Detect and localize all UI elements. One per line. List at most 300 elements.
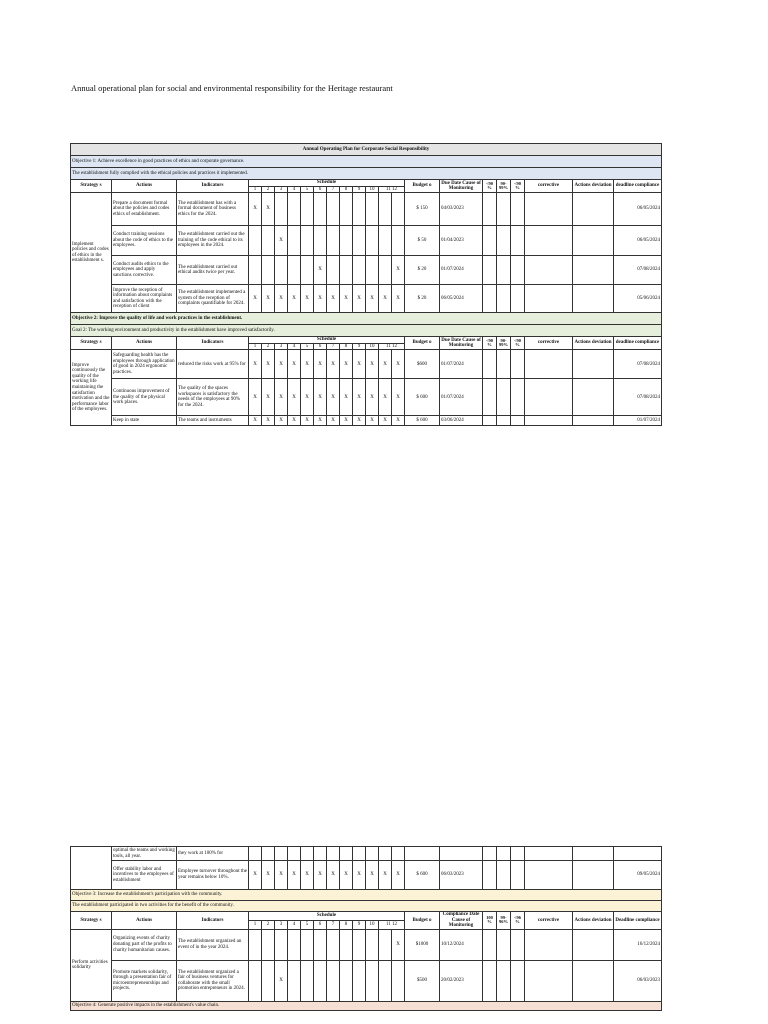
schedule-mark: X (327, 861, 340, 890)
header-percent: 90-99% (497, 337, 511, 350)
plan-row (71, 861, 662, 890)
action-cell: Organizing events of charity donating part of the profits to charity humanitarian causes. (112, 929, 177, 960)
schedule-mark: X (366, 416, 379, 426)
percent-cell (511, 226, 525, 256)
schedule-mark: X (314, 416, 327, 426)
header-row (71, 912, 662, 921)
empty-cell (497, 861, 511, 890)
header-actions-deviation: Actions deviation (573, 180, 614, 193)
schedule-mark: X (379, 416, 392, 426)
action-cell: Safeguarding health has the employees through application of good in 2024 ergonomic practices. (112, 350, 177, 379)
schedule-mark (314, 929, 327, 960)
schedule-mark (275, 193, 288, 226)
percent-cell (497, 193, 511, 226)
schedule-mark: X (288, 861, 301, 890)
schedule-mark (327, 929, 340, 960)
schedule-mark: X (275, 861, 288, 890)
month-label: 6 (314, 186, 327, 193)
percent-cell (511, 416, 525, 426)
goal-1: The establishment fully complied with the ethical policies and practices it implemented. (71, 168, 662, 180)
monitoring-date-cell: 20/02/2023 (440, 960, 483, 1001)
schedule-mark: X (327, 350, 340, 379)
header-percent: 90-99% (497, 180, 511, 193)
header-actions: Actions (112, 912, 177, 930)
schedule-mark (314, 960, 327, 1001)
schedule-mark (366, 960, 379, 1001)
schedule-mark (314, 226, 327, 256)
schedule-mark: X (249, 350, 262, 379)
month-label: 2 (262, 186, 275, 193)
month-label: 1 (249, 920, 262, 929)
month-label: 6 (314, 343, 327, 350)
month-label: 7 (327, 343, 340, 350)
schedule-mark: X (379, 861, 392, 890)
schedule-mark (249, 226, 262, 256)
schedule-mark: X (275, 379, 288, 416)
percent-cell (483, 226, 497, 256)
action-cell: Conduct training sessions about the code of ethics to the employees. (112, 226, 177, 256)
monitoring-date-cell: 04/03/2023 (440, 193, 483, 226)
month-label: 8 (340, 920, 353, 929)
month-label: 9 (353, 343, 366, 350)
schedule-mark (379, 226, 392, 256)
indicator-cell: The establishment carried out ethical audits twice per year. (177, 256, 249, 285)
budget-cell: $ 50 (405, 226, 440, 256)
empty-cell (275, 847, 288, 861)
budget-cell: $500 (405, 960, 440, 1001)
header-deadline: deadline compliance (614, 180, 662, 193)
empty-cell (483, 861, 497, 890)
schedule-mark (392, 193, 405, 226)
empty-cell (440, 847, 483, 861)
header-budget: Budget o (405, 180, 440, 193)
empty-cell (301, 847, 314, 861)
header-date-monitoring: Due Date Cause of Monitoring (441, 337, 481, 349)
schedule-mark (340, 226, 353, 256)
schedule-mark (353, 226, 366, 256)
schedule-mark: X (392, 350, 405, 379)
indicator-cell: reduced the risks work at 95% for (177, 350, 249, 379)
indicator-cell: The establishment implemented a system of the reception of complaints quantifiable for 2024. (177, 285, 249, 313)
objective-2-title-row (71, 313, 662, 325)
schedule-mark: X (379, 350, 392, 379)
budget-cell: $ 150 (405, 193, 440, 226)
header-actions: Actions (112, 337, 177, 350)
indicator-cell: The teams and instruments (177, 416, 249, 426)
month-label: 10 (366, 920, 379, 929)
month-label: 1 (249, 343, 262, 350)
schedule-mark: X (275, 350, 288, 379)
header-budget: Budget o (405, 337, 440, 350)
plan-row (71, 256, 662, 285)
percent-cell (483, 416, 497, 426)
schedule-mark: X (249, 193, 262, 226)
schedule-mark: X (392, 256, 405, 285)
schedule-mark (262, 960, 275, 1001)
percent-cell (497, 379, 511, 416)
month-label: 7 (327, 920, 340, 929)
corrective-cell (525, 960, 573, 1001)
schedule-mark: X (249, 861, 262, 890)
indicator-cell: The establishment carried out the training of the code ethical to its employees in the 2024. (177, 226, 249, 256)
schedule-mark: X (353, 350, 366, 379)
percent-cell (483, 379, 497, 416)
objective-4-title-row (71, 1001, 662, 1010)
header-indicators: Indicators (177, 337, 249, 350)
schedule-mark: X (327, 416, 340, 426)
percent-cell (497, 226, 511, 256)
schedule-mark (379, 256, 392, 285)
percent-cell (511, 193, 525, 226)
deviation-cell (573, 929, 614, 960)
monitoring-date-cell: 03/06/2024 (440, 416, 483, 426)
header-deadline: deadline compliance (614, 337, 662, 350)
month-label: 4 (288, 186, 301, 193)
budget-cell: $ 600 (405, 379, 440, 416)
percent-cell (483, 256, 497, 285)
schedule-mark: X (262, 193, 275, 226)
empty-cell (288, 847, 301, 861)
schedule-mark: X (353, 379, 366, 416)
schedule-mark: X (262, 350, 275, 379)
monitoring-date-cell: 01/07/2024 (440, 350, 483, 379)
budget-cell: $ 600 (405, 416, 440, 426)
schedule-mark (314, 193, 327, 226)
deadline-cell: 01/07/2024 (614, 416, 662, 426)
action-cell: Keep in state (112, 416, 177, 426)
deadline-cell: 05/06/2024 (614, 285, 662, 313)
plan-row (71, 847, 662, 861)
schedule-mark: X (275, 416, 288, 426)
corrective-cell (525, 350, 573, 379)
monitoring-date-cell: 06/03/2023 (440, 861, 483, 890)
month-label: 11 12 (379, 186, 405, 193)
schedule-mark: X (314, 350, 327, 379)
indicator-cell: The establishment has with a formal document of business ethics for the 2024. (177, 193, 249, 226)
schedule-mark (249, 929, 262, 960)
deviation-cell (573, 285, 614, 313)
deadline-cell: 07/08/2024 (614, 350, 662, 379)
schedule-mark: X (353, 285, 366, 313)
month-label: 3 (275, 186, 288, 193)
schedule-mark: X (301, 416, 314, 426)
schedule-mark: X (392, 861, 405, 890)
deadline-cell: 16/12/2024 (614, 929, 662, 960)
header-percent: <90 % (483, 337, 497, 350)
schedule-mark (392, 226, 405, 256)
empty-cell (511, 847, 525, 861)
empty-cell (392, 847, 405, 861)
percent-cell (483, 929, 497, 960)
schedule-mark (379, 960, 392, 1001)
percent-cell (497, 350, 511, 379)
schedule-mark (288, 256, 301, 285)
schedule-mark (288, 929, 301, 960)
schedule-mark (340, 256, 353, 285)
indicator-cell: The establishment organized an event of in the year 2024. (177, 929, 249, 960)
percent-cell (497, 929, 511, 960)
corrective-cell (525, 226, 573, 256)
plan-row (71, 379, 662, 416)
budget-cell: $600 (405, 350, 440, 379)
action-cell: Continuous improvement of the quality of the physical work places. (112, 379, 177, 416)
schedule-mark (353, 929, 366, 960)
month-label: 7 (327, 186, 340, 193)
empty-cell (483, 847, 497, 861)
monitoring-date-cell: 01/07/2024 (440, 379, 483, 416)
empty-cell (262, 847, 275, 861)
corrective-cell (525, 193, 573, 226)
schedule-mark (249, 256, 262, 285)
corrective-cell (525, 285, 573, 313)
percent-cell (483, 285, 497, 313)
deadline-cell: 07/08/2024 (614, 256, 662, 285)
schedule-mark: X (262, 861, 275, 890)
month-label: 3 (275, 920, 288, 929)
schedule-mark: X (327, 379, 340, 416)
schedule-mark: X (314, 861, 327, 890)
deviation-cell (573, 960, 614, 1001)
schedule-mark: X (249, 416, 262, 426)
schedule-mark (327, 960, 340, 1001)
schedule-mark (301, 256, 314, 285)
header-percent: <90 % (483, 180, 497, 193)
goal-3-row (71, 901, 662, 912)
strategy-cell: Perform activities solidarity (71, 929, 112, 1001)
schedule-mark: X (392, 929, 405, 960)
month-label: 10 (366, 186, 379, 193)
schedule-mark (262, 226, 275, 256)
schedule-mark (327, 193, 340, 226)
header-schedule: Schedule (249, 337, 405, 344)
plan-row (71, 226, 662, 256)
action-cell: optimal the teams and working tools, all year. (113, 847, 175, 859)
schedule-mark: X (301, 379, 314, 416)
header-percent: <96 % (511, 912, 525, 930)
empty-cell (525, 861, 573, 890)
schedule-mark (353, 193, 366, 226)
month-label: 10 (366, 343, 379, 350)
deviation-cell (573, 226, 614, 256)
schedule-mark: X (340, 861, 353, 890)
empty-cell (340, 847, 353, 861)
table-title: Annual Operating Plan for Corporate Social Responsibility (71, 144, 662, 156)
schedule-mark (366, 226, 379, 256)
schedule-mark: X (379, 285, 392, 313)
schedule-mark (288, 226, 301, 256)
month-label: 2 (262, 343, 275, 350)
header-budget: Budget o (405, 912, 440, 930)
month-label: 11 12 (379, 920, 405, 929)
header-row (71, 337, 662, 344)
schedule-mark (301, 193, 314, 226)
month-label: 2 (262, 920, 275, 929)
header-strategy: Strategy s (71, 180, 112, 193)
month-label: 8 (340, 186, 353, 193)
month-label: 6 (314, 920, 327, 929)
deadline-cell: 06/05/2024 (614, 193, 662, 226)
budget-cell: $ 600 (405, 861, 440, 890)
schedule-mark: X (340, 350, 353, 379)
empty-cell (511, 861, 525, 890)
deviation-cell (573, 416, 614, 426)
percent-cell (483, 193, 497, 226)
header-percent: <90 % (511, 337, 525, 350)
objective-1-title: Objective 1: Achieve excellence in good practices of ethics and corporate governance. (71, 156, 662, 168)
empty-cell (353, 847, 366, 861)
schedule-mark (340, 193, 353, 226)
csr-plan-table-page1 (70, 143, 662, 426)
header-schedule: Schedule (249, 912, 405, 921)
document-caption: Annual operational plan for social and environmental responsibility for the Heritage restaurant (71, 83, 393, 93)
schedule-mark: X (249, 379, 262, 416)
header-indicators: Indicators (177, 180, 249, 193)
schedule-mark (379, 929, 392, 960)
schedule-mark: X (327, 285, 340, 313)
plan-row (71, 193, 662, 226)
action-cell: Offer stability labor and incentives to the employees of establishment (112, 861, 177, 890)
header-deadline: Deadline compliance (614, 912, 662, 930)
schedule-mark (288, 960, 301, 1001)
schedule-mark (392, 960, 405, 1001)
month-label: 5 (301, 920, 314, 929)
corrective-cell (525, 416, 573, 426)
schedule-mark: X (392, 379, 405, 416)
indicator-cell: The quality of the spaces workspaces is satisfactory the needs of the employees at 90% for the 2024. (177, 379, 249, 416)
schedule-mark: X (249, 285, 262, 313)
percent-cell (497, 416, 511, 426)
action-cell: Improve the reception of information about complaints and satisfaction with the reception of client (112, 285, 177, 313)
budget-cell: $ 20 (405, 256, 440, 285)
schedule-mark: X (262, 379, 275, 416)
corrective-cell (525, 256, 573, 285)
action-cell: Promote markets solidarity, through a presentation fair of microentrepreneurships and projects. (112, 960, 177, 1001)
schedule-mark (327, 226, 340, 256)
schedule-mark: X (392, 285, 405, 313)
monitoring-date-cell: 01/07/2024 (440, 256, 483, 285)
header-percent: <90 % (511, 180, 525, 193)
csr-plan-table-page2 (70, 846, 662, 1011)
empty-cell (249, 847, 262, 861)
goal-2-row (71, 325, 662, 337)
header-percent: 99-96% (497, 912, 511, 930)
deadline-cell: 09/05/2024 (614, 861, 662, 890)
schedule-mark: X (262, 285, 275, 313)
plan-row (71, 350, 662, 379)
indicator-cell: Employee turnover throughout the year remains below 10%. (177, 861, 249, 890)
schedule-mark: X (340, 379, 353, 416)
schedule-mark (301, 929, 314, 960)
percent-cell (511, 379, 525, 416)
schedule-mark: X (262, 416, 275, 426)
header-strategy: Strategy s (71, 337, 112, 350)
percent-cell (497, 285, 511, 313)
empty-cell (573, 847, 614, 861)
schedule-mark (249, 960, 262, 1001)
percent-cell (483, 350, 497, 379)
monitoring-date-cell: 06/05/2024 (440, 285, 483, 313)
empty-cell (366, 847, 379, 861)
empty-cell (379, 847, 392, 861)
month-label: 8 (340, 343, 353, 350)
schedule-mark: X (353, 416, 366, 426)
corrective-cell (525, 379, 573, 416)
empty-cell (497, 847, 511, 861)
month-label: 4 (288, 343, 301, 350)
schedule-mark (340, 960, 353, 1001)
schedule-mark (288, 193, 301, 226)
schedule-mark: X (275, 285, 288, 313)
plan-row (71, 285, 662, 313)
schedule-mark: X (340, 416, 353, 426)
header-actions-deviation: Actions deviation (573, 337, 614, 350)
budget-cell: $1000 (405, 929, 440, 960)
schedule-mark: X (366, 861, 379, 890)
header-corrective: corrective (525, 180, 573, 193)
schedule-mark: X (288, 285, 301, 313)
monitoring-date-cell: 10/12/2024 (440, 929, 483, 960)
month-label: 9 (353, 920, 366, 929)
goal-2: Goal 2: The working environment and productivity in the establishment have improved satisfactorily. (71, 325, 662, 337)
empty-cell (327, 847, 340, 861)
schedule-mark (262, 256, 275, 285)
header-corrective: corrective (525, 337, 573, 350)
schedule-mark: X (366, 285, 379, 313)
header-date-monitoring: Compliance Date Cause of Monitoring (440, 912, 483, 930)
empty-cell (573, 861, 614, 890)
percent-cell (497, 256, 511, 285)
strategy-cell (71, 847, 112, 890)
action-cell: Conduct audits ethics to the employees and apply sanctions corrective. (112, 256, 177, 285)
schedule-mark (340, 929, 353, 960)
schedule-mark (275, 256, 288, 285)
plan-row (71, 929, 662, 960)
schedule-mark: X (366, 350, 379, 379)
schedule-mark: X (275, 960, 288, 1001)
plan-row (71, 416, 662, 426)
header-corrective: corrective (525, 912, 573, 930)
header-row (71, 180, 662, 187)
percent-cell (511, 929, 525, 960)
header-strategy: Strategy s (71, 912, 112, 930)
indicator-cell: they work at 100% for (177, 847, 249, 861)
deadline-cell: 06/05/2024 (614, 226, 662, 256)
header-percent: 100 % (483, 912, 497, 930)
objective-4-title: Objective 4: Generate positive impacts in the establishment's value chain. (71, 1001, 662, 1010)
action-cell: Prepare a document formal about the policies and codes ethics of establishment. (112, 193, 177, 226)
percent-cell (483, 960, 497, 1001)
empty-cell (525, 847, 573, 861)
schedule-mark (275, 929, 288, 960)
schedule-mark: X (314, 379, 327, 416)
percent-cell (511, 960, 525, 1001)
percent-cell (511, 350, 525, 379)
schedule-mark: X (288, 379, 301, 416)
schedule-mark: X (301, 350, 314, 379)
strategy-cell: Improve continuously the quality of the working life maintaining the satisfaction motivation and the performance labor of the employees. (71, 350, 112, 426)
budget-cell: $ 20 (405, 285, 440, 313)
schedule-mark: X (353, 861, 366, 890)
schedule-mark: X (340, 285, 353, 313)
schedule-mark: X (392, 416, 405, 426)
deviation-cell (573, 193, 614, 226)
schedule-mark: X (288, 350, 301, 379)
header-actions-deviation: Actions deviation (573, 912, 614, 930)
percent-cell (497, 960, 511, 1001)
schedule-mark: X (366, 379, 379, 416)
empty-cell (314, 847, 327, 861)
corrective-cell (525, 929, 573, 960)
